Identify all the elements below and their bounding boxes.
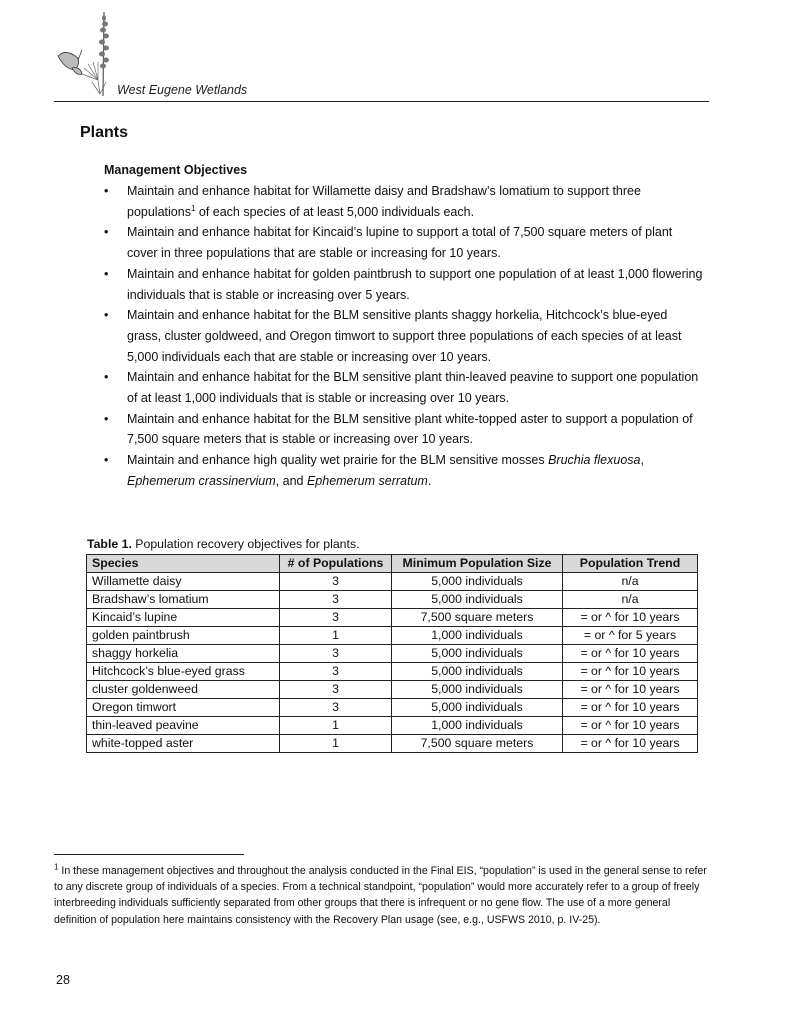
objective-item: • Maintain and enhance habitat for golden paintbrush to support one population of at least 1,000 flowering individuals that is stable or increasing over 5 years. (104, 264, 704, 305)
bullet-icon: • (104, 225, 109, 240)
table-row: Kincaid’s lupine 3 7,500 square meters = or ^ for 10 years (87, 609, 698, 627)
table-row: Oregon timwort 3 5,000 individuals = or ^ for 10 years (87, 699, 698, 717)
column-header-min-size: Minimum Population Size (392, 555, 563, 573)
column-header-populations: # of Populations (280, 555, 392, 573)
objective-item: • Maintain and enhance habitat for Willamette daisy and Bradshaw’s lomatium to support three populations$^1$ of each species of at least 5,000 individuals each. (104, 181, 704, 222)
table-caption: Table 1. Population recovery objectives for plants. (87, 537, 360, 551)
page-header (54, 0, 709, 102)
bullet-icon: • (104, 308, 109, 323)
footnote: $^1$ In these management objectives and throughout the analysis conducted in the Final EIS, “population” is used in the general sense to refer to any discrete group of individuals of a species. From a technical standpoint, “population” would more accurately refer to a group of freely interbreeding individuals sufficiently separated from other groups that there is infrequent or no gene flow. The use of a more general definition of population here maintains consistency with the Recovery Plan usage (see, e.g., USFWS 2010, p. IV-25). (54, 862, 707, 926)
document-title: West Eugene Wetlands (117, 83, 248, 97)
bullet-icon: • (104, 411, 109, 426)
table-row: cluster goldenweed 3 5,000 individuals = or ^ for 10 years (87, 681, 698, 699)
bullet-icon: • (104, 453, 109, 468)
butterfly-lupine-logo-icon (54, 8, 120, 100)
table-row: Hitchcock’s blue-eyed grass 3 5,000 individuals = or ^ for 10 years (87, 663, 698, 681)
bullet-icon: • (104, 266, 109, 281)
footnote-ref[interactable]: 1 (190, 203, 196, 213)
footnote-marker: 1 (54, 862, 59, 872)
table-row: thin-leaved peavine 1 1,000 individuals = or ^ for 10 years (87, 717, 698, 735)
objective-item: • Maintain and enhance habitat for the BLM sensitive plant thin-leaved peavine to support one population of at least 1,000 individuals that is stable or increasing over 10 years. (104, 367, 704, 408)
footnote-divider (54, 854, 244, 855)
page-number: 28 (56, 973, 70, 987)
table-row: Willamette daisy 3 5,000 individuals n/a (87, 573, 698, 591)
population-table (86, 554, 698, 753)
table-row: Bradshaw’s lomatium 3 5,000 individuals n/a (87, 591, 698, 609)
objectives-list (104, 181, 704, 492)
column-header-trend: Population Trend (563, 555, 698, 573)
table-row: golden paintbrush 1 1,000 individuals = or ^ for 5 years (87, 627, 698, 645)
objectives-heading: Management Objectives (104, 163, 248, 177)
objective-item: • Maintain and enhance habitat for the BLM sensitive plants shaggy horkelia, Hitchcock’s blue-eyed grass, cluster goldweed, and Oregon timwort to support three populations of each species of at least 5,000 individuals each that are stable or increasing over 10 years. (104, 305, 704, 367)
objective-item: • Maintain and enhance habitat for the BLM sensitive plant white-topped aster to support a population of 7,500 square meters that is stable or increasing over 10 years. (104, 409, 704, 450)
table-header-row (87, 555, 698, 573)
section-title: Plants (80, 124, 129, 141)
table-row: shaggy horkelia 3 5,000 individuals = or ^ for 10 years (87, 645, 698, 663)
objective-item: • Maintain and enhance habitat for Kincaid’s lupine to support a total of 7,500 square meters of plant cover in three populations that are stable or increasing for 10 years. (104, 222, 704, 263)
bullet-icon: • (104, 370, 109, 385)
table-row: white-topped aster 1 7,500 square meters = or ^ for 10 years (87, 735, 698, 753)
bullet-icon: • (104, 184, 109, 198)
column-header-species: Species (87, 555, 280, 573)
objective-item: • Maintain and enhance high quality wet prairie for the BLM sensitive mosses Bruchia flexuosa, Ephemerum crassinervium, and Ephemerum serratum. (104, 450, 704, 491)
